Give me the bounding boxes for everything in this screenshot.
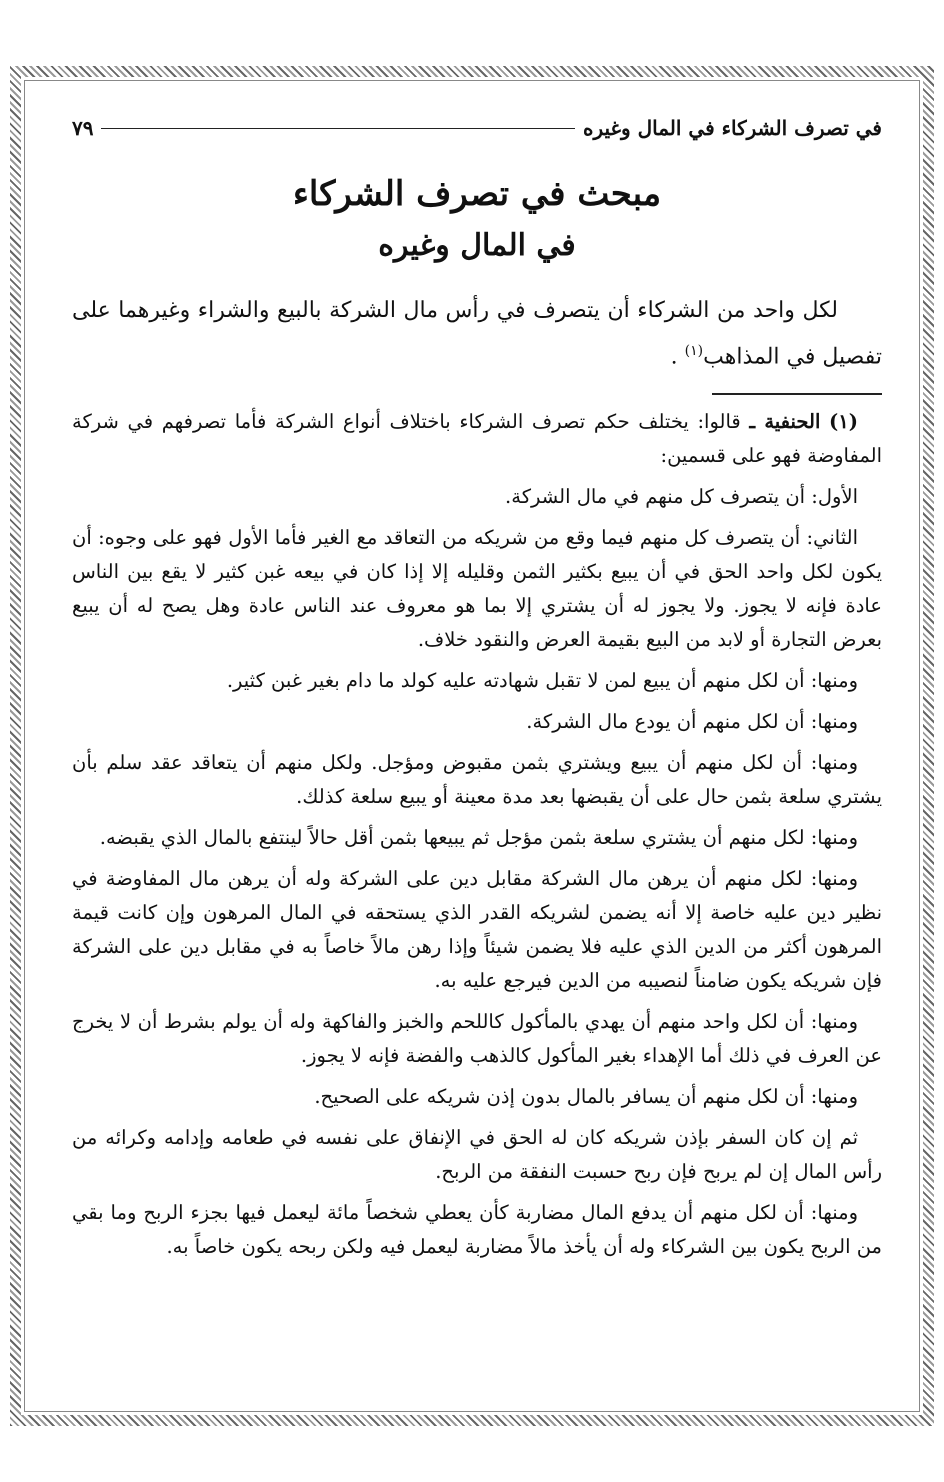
footnote-school: الحنفية ـ (749, 410, 821, 434)
footnote-paragraph-12: ومنها: أن لكل منهم أن يدفع المال مضاربة كأن يعطي شخصاً مائة ليعمل فيها بجزء الربح وما بقي من الربح يكون بين الشركاء وله أن يأخذ مالاً مضاربة ليعمل فيه ولكن ربحه يكون خاصاً به. (72, 1201, 882, 1259)
section-subtitle: في المال وغيره (378, 228, 576, 263)
footnote-rule (712, 393, 882, 395)
running-header (72, 108, 882, 148)
footnote-text: قالوا: يختلف حكم تصرف الشركاء باختلاف أنواع الشركة فأما تصرفهم في شركة المفاوضة فهو على قسمين: (72, 410, 882, 468)
page-content (72, 108, 882, 1271)
intro-text: لكل واحد من الشركاء أن يتصرف في رأس مال الشركة بالبيع والشراء وغيرهما على تفصيل في المذاهب (72, 298, 882, 370)
footnote-paragraph-10: ومنها: أن لكل منهم أن يسافر بالمال بدون إذن شريكه على الصحيح. (314, 1085, 858, 1109)
running-title: في تصرف الشركاء في المال وغيره (582, 116, 882, 140)
footnote-number: (١) (829, 410, 858, 434)
footnote-paragraph-5: ومنها: أن لكل منهم أن يودع مال الشركة. (526, 710, 858, 734)
footnote-paragraph-9: ومنها: أن لكل واحد منهم أن يهدي بالمأكول كاللحم والخبز والفاكهة وله أن يولم بشرط أن لا يخرج عن العرف في ذلك أما الإهداء بغير المأكول كالذهب والفضة فإنه لا يجوز. (72, 1010, 882, 1068)
footnote-paragraph-7: ومنها: لكل منهم أن يشتري سلعة بثمن مؤجل ثم يبيعها بثمن أقل حالاً لينتفع بالمال الذي يقبضه. (99, 826, 858, 850)
footnote (72, 405, 882, 1264)
intro-end: . (670, 344, 685, 370)
footnote-paragraph-6: ومنها: أن لكل منهم أن يبيع ويشتري بثمن مقبوض ومؤجل. ولكل منهم أن يتعاقد عقد سلم بأن يشتري سلعة بثمن حال على أن يقبضها بعد مدة معينة أو يبيع سلعة كذلك. (72, 751, 882, 809)
footnote-paragraph-11: ثم إن كان السفر بإذن شريكه كان له الحق في الإنفاق على نفسه في طعامه وإدامه وكرائه من رأس المال إن لم يربح فإن ربح حسبت النفقة من الربح. (72, 1126, 882, 1184)
footnote-paragraph-3: الثاني: أن يتصرف كل منهم فيما وقع من شريكه من التعاقد مع الغير فأما الأول فهو على وجوه: أن يكون لكل واحد الحق في أن يبيع بكثير الثمن وقليله إلا إذا كان في بيعه غبن كثير لا يقع بين الناس عادة فإنه لا يجوز. ولا يجوز له أن يشتري إلا بما هو معروف عند الناس عادة وهل يصح له أن يبيع بعرض التجارة أو لابد من البيع بقيمة العرض والنقود خلاف. (72, 526, 882, 652)
footnote-paragraph-1 (72, 405, 882, 473)
footnote-paragraph-4: ومنها: أن لكل منهم أن يبيع لمن لا تقبل شهادته عليه كولد ما دام بغير غبن كثير. (226, 669, 858, 693)
footnote-paragraph-8: ومنها: لكل منهم أن يرهن مال الشركة مقابل دين على الشركة وله أن يرهن مال المفاوضة في نظير دين عليه خاصة إلا أنه يضمن لشريكه القدر الذي يستحقه في المال المرهون وإن كانت قيمة المرهون أكثر من الدين الذي عليه فلا يضمن شيئاً وإذا رهن مالاً خاصاً به في مقابل دين على الشركة فإن شريكه يكون ضامناً لنصيبه من الدين فيرجع عليه به. (72, 867, 882, 993)
header-rule (101, 128, 575, 129)
page-number: ٧٩ (72, 116, 94, 140)
footnote-marker: (١) (684, 343, 704, 359)
section-title: مبحث في تصرف الشركاء (292, 174, 662, 214)
intro-paragraph (72, 290, 882, 377)
footnote-paragraph-2: الأول: أن يتصرف كل منهم في مال الشركة. (505, 485, 858, 509)
